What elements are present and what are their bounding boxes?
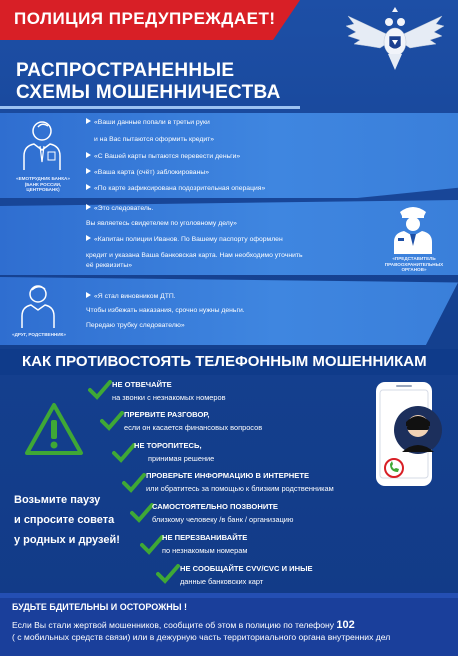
tip-7: НЕ СООБЩАЙТЕ CVV/CVC И ИНЫЕ данные банковских карт — [180, 564, 313, 586]
footer-title: БУДЬТЕ БДИТЕЛЬНЫ И ОСТОРОЖНЫ ! — [12, 602, 188, 612]
tip-3: НЕ ТОРОПИТЕСЬ, принимая решение — [134, 441, 215, 463]
police-phone-number: 102 — [336, 619, 355, 631]
relative-icon — [18, 280, 58, 330]
checkmark-icon — [122, 473, 146, 493]
person-label-bank: «ЕМОТРУДНИК БАНКА» (БАНК РОССИИ, ЦЕНТРОБАНК) — [16, 176, 70, 192]
checkmark-icon — [140, 535, 164, 555]
bank-employee-icon — [20, 116, 64, 172]
pause-advice: Возьмите паузу и спросите совета у родных и друзей! — [14, 494, 120, 546]
checkmark-icon — [130, 503, 154, 523]
police-officer-icon — [390, 200, 436, 254]
footer-text: Если Вы стали жертвой мошенников, сообщите об этом в полицию по телефону 102 ( с мобильных средств связи) или в дежурную часть территориального органа внутренних дел — [12, 619, 391, 642]
scheme2-quote-4: кредит и указана Ваша банковская карта. Нам необходимо уточнить — [86, 252, 303, 259]
checkmark-icon — [156, 564, 180, 584]
tip-4: ПРОВЕРЬТЕ ИНФОРМАЦИЮ В ИНТЕРНЕТЕ или обратитесь за помощью к близким родственникам — [146, 471, 334, 493]
tip-1: НЕ ОТВЕЧАЙТЕ на звонки с незнакомых номеров — [112, 380, 226, 402]
person-label-police: «ПРЕДСТАВИТЕЛЬ ПРАВООХРАНИТЕЛЬНЫХ ОРГАНОВ» — [384, 256, 444, 272]
tip-5: САМОСТОЯТЕЛЬНО ПОЗВОНИТЕ близкому человеку /в банк / организацию — [152, 502, 294, 524]
tip-2: ПРЕРВИТЕ РАЗГОВОР, если он касается финансовых вопросов — [124, 410, 263, 432]
scheme1-quote-2: и на Вас пытаются оформить кредит» — [94, 136, 215, 143]
main-title: РАСПРОСТРАНЕННЫЕ СХЕМЫ МОШЕННИЧЕСТВА — [16, 60, 281, 103]
howto-title: КАК ПРОТИВОСТОЯТЬ ТЕЛЕФОННЫМ МОШЕННИКАМ — [22, 353, 427, 370]
scheme1-quote-4: «Ваша карта (счёт) заблокированы» — [86, 168, 209, 177]
person-label-relative: «ДРУГ, РОДСТВЕННИК» — [12, 332, 66, 337]
scheme2-quote-1: «Это следователь. — [86, 204, 153, 213]
checkmark-icon — [88, 380, 112, 400]
phone-fraudster-icon — [372, 380, 444, 490]
scheme2-quote-2: Вы являетесь свидетелем по уголовному делу» — [86, 220, 237, 227]
header-title: ПОЛИЦИЯ ПРЕДУПРЕЖДАЕТ! — [14, 9, 276, 28]
scheme2-quote-5: её реквизиты» — [86, 262, 133, 269]
divider — [0, 106, 300, 109]
scheme1-quote-3: «С Вашей карты пытаются перевести деньги» — [86, 152, 240, 161]
scheme3-quote-1: «Я стал виновником ДТП. — [86, 292, 176, 301]
scheme1-quote-1: «Ваши данные попали в третьи руки — [86, 118, 210, 127]
scheme3-quote-3: Передаю трубку следователю» — [86, 322, 185, 329]
scheme1-quote-5: «По карте зафиксирована подозрительная операция» — [86, 184, 265, 193]
checkmark-icon — [112, 443, 136, 463]
scheme2-quote-3: «Капитан полиции Иванов. По Вашему паспорту оформлен — [86, 235, 283, 244]
tip-6: НЕ ПЕРЕЗВАНИВАЙТЕ по незнакомым номерам — [162, 533, 248, 555]
checkmark-icon — [100, 411, 124, 431]
emblem-icon — [340, 4, 450, 76]
warning-triangle-icon — [24, 402, 84, 456]
scheme3-quote-2: Чтобы избежать наказания, срочно нужны деньги. — [86, 307, 245, 314]
